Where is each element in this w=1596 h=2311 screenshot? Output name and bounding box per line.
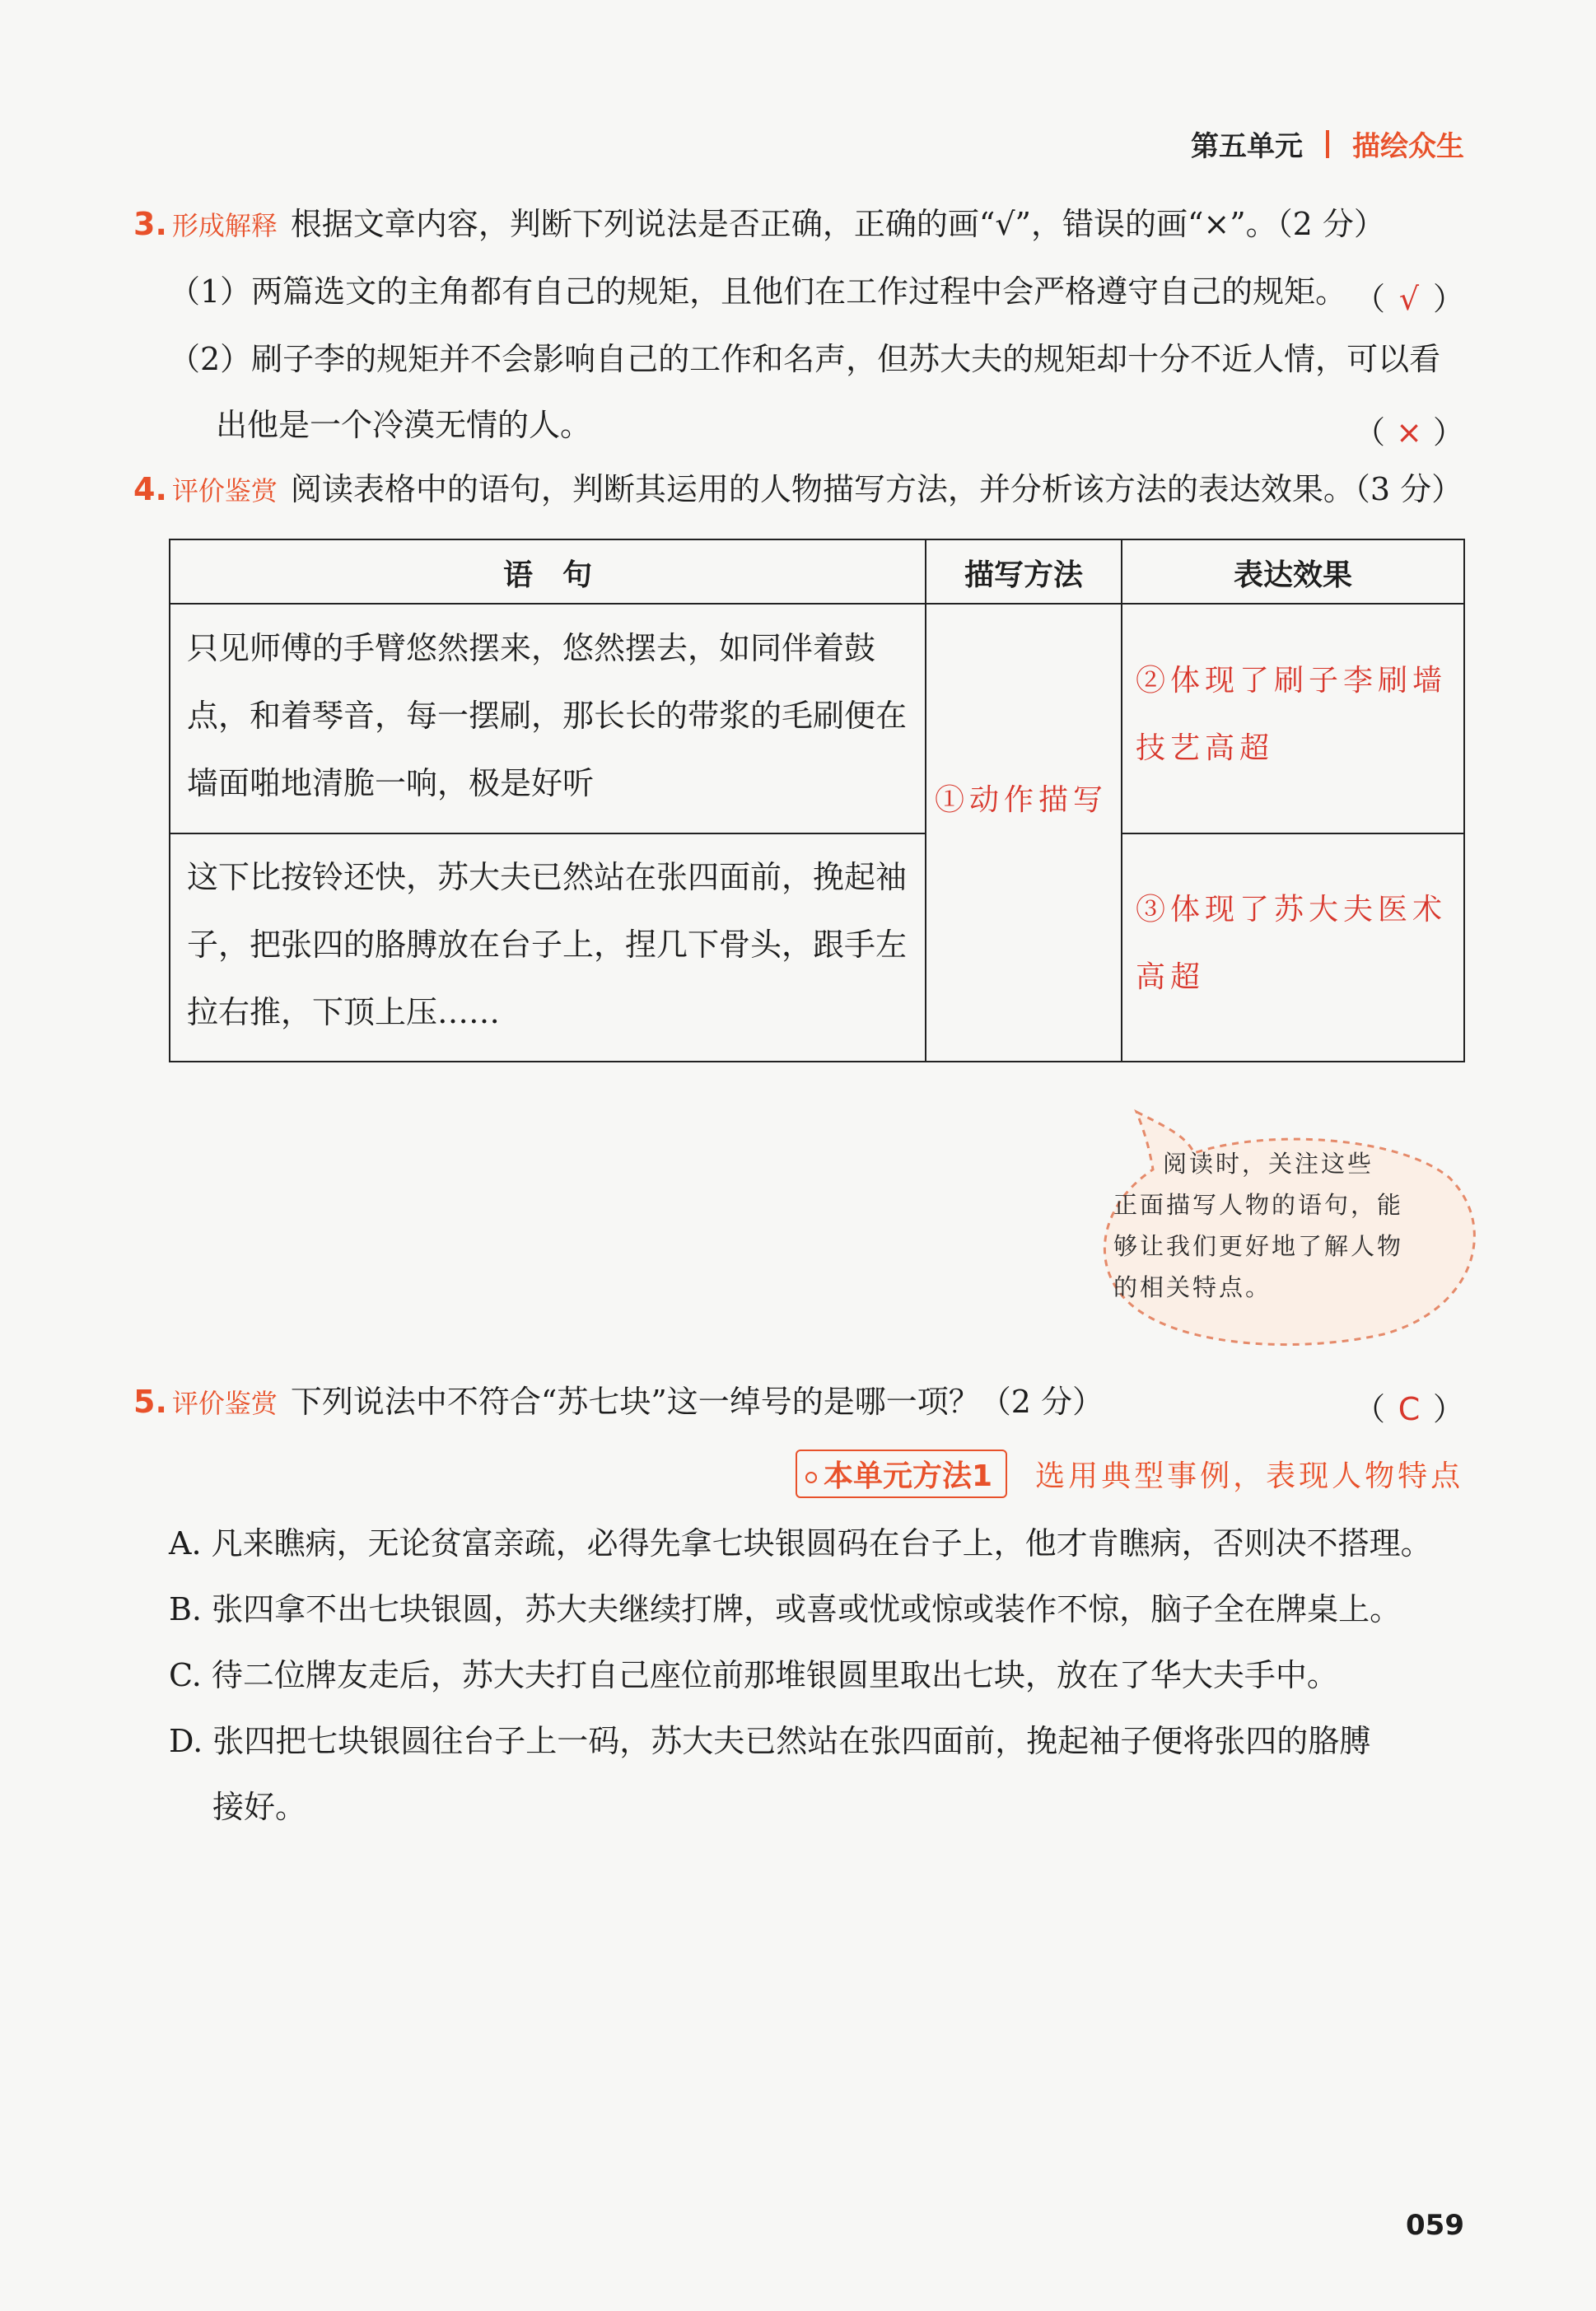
header-method: 描写方法 <box>964 558 1083 592</box>
q3-tag: 形成解释 <box>171 210 278 241</box>
tip-line: 够让我们更好地了解人物 <box>1113 1232 1404 1260</box>
option-d-continued: 接好。 <box>212 1789 307 1825</box>
method-answer: ①动作描写 <box>935 783 1108 817</box>
unit-method-tag <box>796 1450 1463 1498</box>
table-divider <box>1121 540 1122 1061</box>
header-sentence: 语 句 <box>502 558 592 592</box>
q3-item-2-line2: 出他是一个冷漠无情的人。 <box>216 407 592 443</box>
effect-line: 高超 <box>1136 960 1206 994</box>
sentence-line: 子，把张四的胳膊放在台子上，捏几下骨头，跟手左 <box>187 927 908 963</box>
unit-label: 第五单元 <box>1191 130 1303 163</box>
description-table <box>169 539 1465 1062</box>
tip-line: 的相关特点。 <box>1113 1273 1272 1301</box>
effect-line: 技艺高超 <box>1136 731 1275 765</box>
q3-stem-line <box>133 206 1385 244</box>
topic-label: 描绘众生 <box>1352 130 1464 163</box>
q3-item-2-line1: （2）刷子李的规矩并不会影响自己的工作和名声，但苏大夫的规矩却十分不近人情，可以看 <box>169 341 1441 377</box>
q5-number: 5. <box>133 1384 167 1420</box>
table-row-rule <box>1122 833 1463 834</box>
effect-line: ③体现了苏大夫医术 <box>1136 893 1448 927</box>
option-a: A. 凡来瞧病，无论贫富亲疏，必得先拿七块银圆码在台子上，他才肯瞧病，否则决不搭理。 <box>169 1525 1432 1562</box>
answer-letter: C <box>1398 1391 1421 1427</box>
table-row-1-sentence <box>187 614 907 817</box>
tip-line: 正面描写人物的语句，能 <box>1113 1191 1404 1219</box>
q3-answer-2: （ × ） <box>1353 414 1464 451</box>
q5-tag: 评价鉴赏 <box>171 1388 278 1419</box>
option-c: C. 待二位牌友走后，苏大夫打自己座位前那堆银圆里取出七块，放在了华大夫手中。 <box>169 1657 1338 1693</box>
q4-number: 4. <box>133 471 167 507</box>
q4-stem: 阅读表格中的语句，判断其运用的人物描写方法，并分析该方法的表达效果。（3 分） <box>290 471 1463 507</box>
tip-text <box>1113 1143 1459 1308</box>
q4-stem-line <box>133 471 1463 509</box>
q5-stem: 下列说法中不符合“苏七块”这一绰号的是哪一项？（2 分） <box>290 1384 1104 1420</box>
option-b: B. 张四拿不出七块银圆，苏大夫继续打牌，或喜或忧或惊或装作不惊，脑子全在牌桌上。 <box>169 1591 1402 1627</box>
sentence-line: 这下比按铃还快，苏大夫已然站在张四面前，挽起袖 <box>187 859 908 895</box>
option-d: D. 张四把七块银圆往台子上一码，苏大夫已然站在张四面前，挽起袖子便将张四的胳膊 <box>169 1723 1371 1759</box>
effect-answer-2 <box>1136 876 1447 1011</box>
check-mark: √ <box>1398 281 1420 317</box>
method-label: 本单元方法1 <box>824 1459 993 1493</box>
method-badge <box>796 1450 1007 1498</box>
q3-answer-1: （ √ ） <box>1353 281 1464 317</box>
table-divider <box>925 540 926 1061</box>
header-divider <box>1326 130 1329 158</box>
q5-answer: （ C ） <box>1353 1391 1464 1427</box>
page-header <box>1191 124 1464 164</box>
table-row-rule <box>170 833 925 834</box>
cross-mark: × <box>1396 414 1422 451</box>
sentence-line: 点，和着琴音，每一摆刷，那长长的带浆的毛刷便在 <box>187 698 908 734</box>
q5-stem-line <box>133 1384 1104 1422</box>
header-effect: 表达效果 <box>1233 558 1352 592</box>
table-row-2-sentence <box>187 843 907 1046</box>
q3-number: 3. <box>133 206 167 242</box>
q3-item-1: （1）两篇选文的主角都有自己的规矩，且他们在工作过程中会严格遵守自己的规矩。 <box>169 273 1347 310</box>
bullet-icon <box>805 1472 817 1483</box>
sentence-line: 只见师傅的手臂悠然摆来，悠然摆去，如同伴着鼓 <box>187 630 876 666</box>
q4-tag: 评价鉴赏 <box>171 475 278 507</box>
effect-answer-1 <box>1136 647 1447 782</box>
q3-stem: 根据文章内容，判断下列说法是否正确，正确的画“√”，错误的画“×”。（2 分） <box>290 206 1385 242</box>
sentence-line: 拉右推，下顶上压…… <box>187 994 501 1030</box>
effect-line: ②体现了刷子李刷墙 <box>1136 664 1448 698</box>
sentence-line: 墙面啪地清脆一响，极是好听 <box>187 765 595 801</box>
tip-line: 阅读时，关注这些 <box>1163 1150 1374 1178</box>
page-number: 059 <box>1406 2209 1464 2242</box>
method-description: 选用典型事例，表现人物特点 <box>1035 1459 1464 1493</box>
